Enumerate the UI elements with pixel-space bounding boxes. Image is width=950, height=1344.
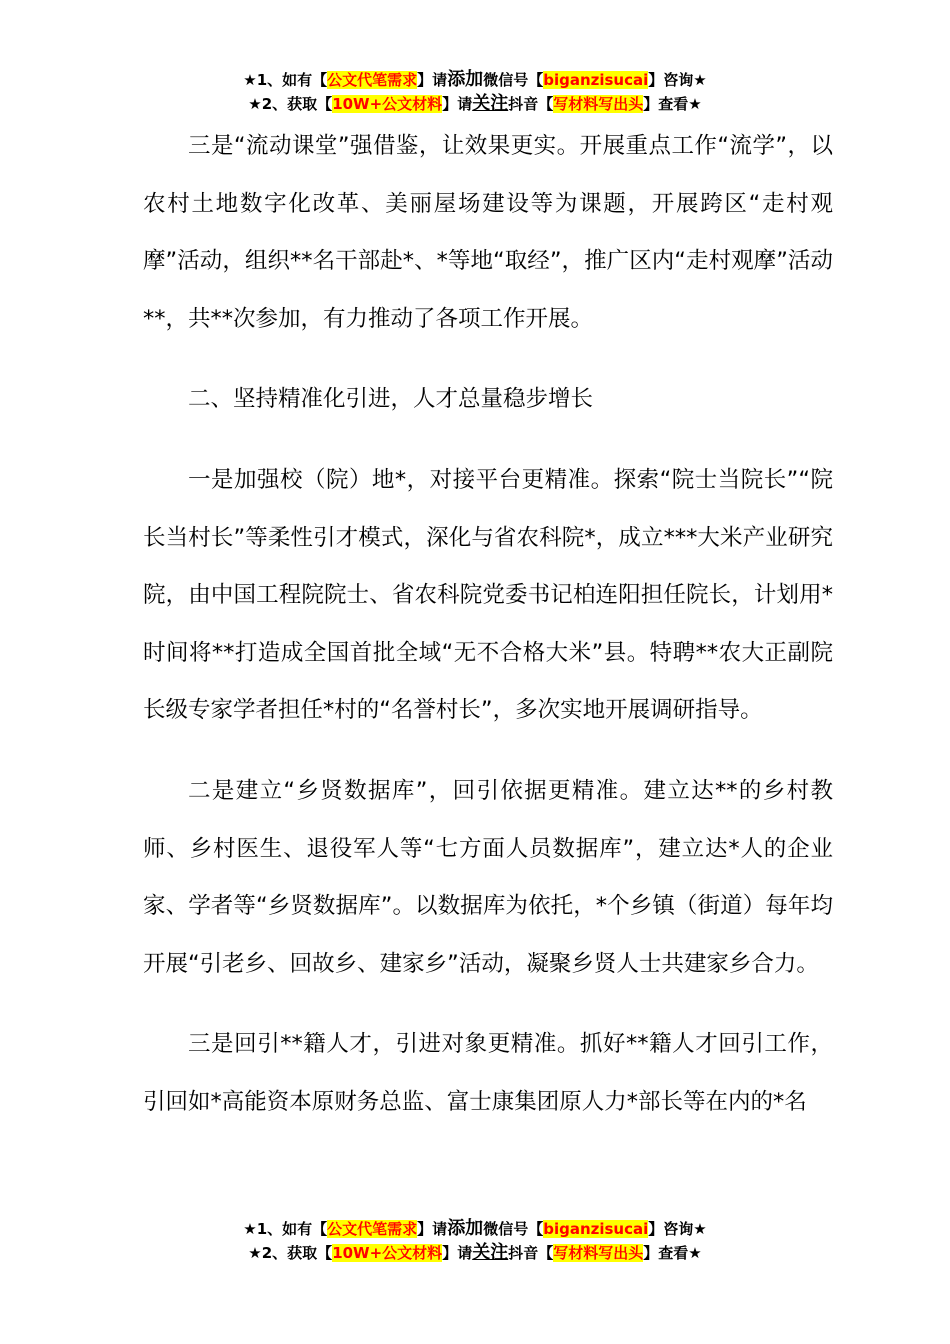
promo-text: 】咨询★ [648, 1220, 707, 1238]
promo-text: 】查看★ [643, 95, 702, 113]
paragraph-talent-database: 二是建立“乡贤数据库”，回引依据更精准。建立达**的乡村教师、乡村医生、退役军人等“七方面人员数据库”，建立达*人的企业家、学者等“乡贤数据库”。以数据库为依托，*个乡镇（街道）每年均开展“引老乡、回故乡、建家乡”活动，凝聚乡贤人士共建家乡合力。 [143, 777, 833, 977]
promo-highlight-materials: 10W+公文材料 [332, 1244, 443, 1262]
promo-highlight-service: 公文代笔需求 [327, 71, 418, 89]
promo-emphasis: 添加 [447, 69, 484, 90]
promo-text: 抖音【 [508, 1244, 554, 1262]
bottom-promo-banner [0, 1217, 950, 1265]
paragraph-talent-return: 三是回引**籍人才，引进对象更精准。抓好**籍人才回引工作，引回如*高能资本原财务总监、富士康集团原人力*部长等在内的*名 [143, 1031, 833, 1115]
promo-highlight-wechat-id: biganzisucai [543, 1220, 649, 1238]
top-promo-banner [0, 68, 950, 116]
promo-highlight-account: 写材料写出头 [553, 1244, 644, 1262]
promo-line-1 [0, 1217, 950, 1241]
paragraph-flowing-classroom: 三是“流动课堂”强借鉴，让效果更实。开展重点工作“流学”，以农村土地数字化改革、美丽屋场建设等为课题，开展跨区“走村观摩”活动，组织**名干部赴*、*等地“取经”，推广区内“走村观摩”活动**，共**次参加，有力推动了各项工作开展。 [143, 133, 833, 332]
promo-text: 微信号【 [483, 1220, 544, 1238]
paragraph-school-cooperation: 一是加强校（院）地*，对接平台更精准。探索“院士当院长”“院长当村长”等柔性引才模式，深化与省农科院*，成立***大米产业研究院，由中国工程院院士、省农科院党委书记柏连阳担任院长，计划用*时间将**打造成全国首批全域“无不合格大米”县。特聘**农大正副院长级专家学者担任*村的“名誉村长”，多次实地开展调研指导。 [143, 466, 833, 724]
promo-text: 】请 [417, 1220, 448, 1238]
promo-emphasis: 关注 [472, 1242, 509, 1263]
promo-text: 】请 [442, 95, 473, 113]
promo-text: ★1、如有【 [243, 1220, 328, 1238]
promo-emphasis: 关注 [472, 93, 509, 114]
promo-text: ★1、如有【 [243, 71, 328, 89]
promo-highlight-materials: 10W+公文材料 [332, 95, 443, 113]
promo-line-1 [0, 68, 950, 92]
promo-text: ★2、获取【 [248, 95, 333, 113]
section-heading: 二、坚持精准化引进，人才总量稳步增长 [188, 386, 594, 413]
promo-text: 抖音【 [508, 95, 554, 113]
promo-emphasis: 添加 [447, 1218, 484, 1239]
promo-highlight-wechat-id: biganzisucai [543, 71, 649, 89]
promo-text: ★2、获取【 [248, 1244, 333, 1262]
promo-text: 】查看★ [643, 1244, 702, 1262]
promo-line-2 [0, 1241, 950, 1265]
promo-text: 】请 [442, 1244, 473, 1262]
promo-text: 】请 [417, 71, 448, 89]
promo-text: 微信号【 [483, 71, 544, 89]
promo-highlight-account: 写材料写出头 [553, 95, 644, 113]
document-body [143, 118, 833, 1155]
promo-line-2 [0, 92, 950, 116]
promo-text: 】咨询★ [648, 71, 707, 89]
promo-highlight-service: 公文代笔需求 [327, 1220, 418, 1238]
